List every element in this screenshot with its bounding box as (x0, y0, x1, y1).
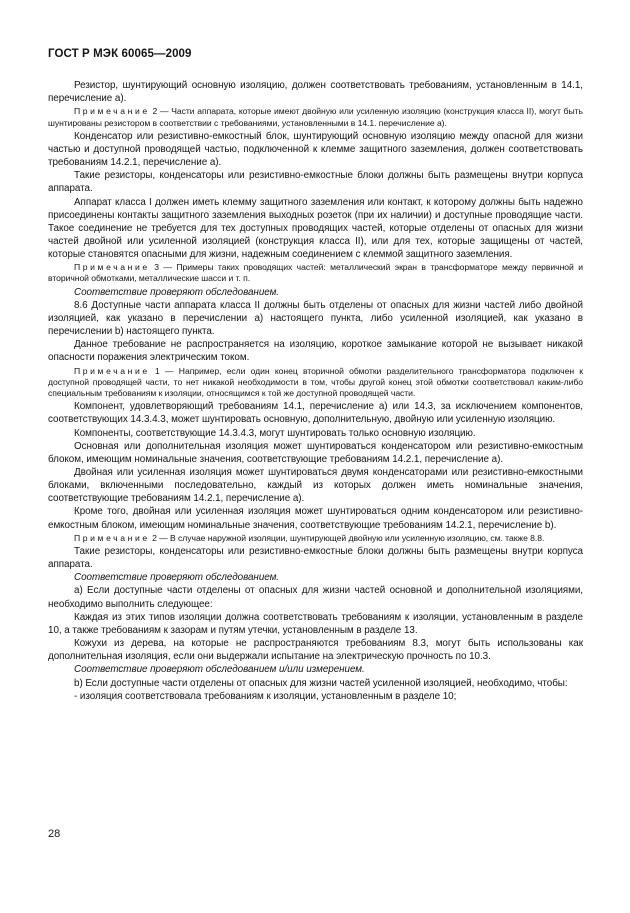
paragraph: Компонент, удовлетворяющий требованиям 14.1, перечисление а) или 14.3, за исключением компонентов, соответствующих 14.3.4.3, может шунтировать основную, дополнительную, двойную или усиленную изоляцию. (48, 401, 583, 426)
paragraph: Такие резисторы, конденсаторы или резистивно-емкостные блоки должны быть размещены внутри корпуса аппарата. (48, 546, 583, 571)
paragraph: Конденсатор или резистивно-емкостный блок, шунтирующий основную изоляцию между опасной для жизни частью и доступной проводящей частью, подключенной к клемме защитного заземления, должен соответствовать требованиям 14.2.1, перечисление а). (48, 130, 583, 169)
paragraph: Аппарат класса I должен иметь клемму защитного заземления или контакт, к которому должны быть надежно присоединены контакты защитного заземления выходных розеток (при их наличии) и доступные проводящие части. Такое соединение не требуется для тех доступных проводящих частей, которые отделены от опасных для жизни частей двойной или усиленной изоляцией (конструкция класса II), или для тех, которые защищены от частей, которые становятся опасными для жизни, надежным соединением с клеммой защитного заземления. (48, 196, 583, 261)
page-number: 28 (48, 828, 61, 840)
note (48, 105, 583, 129)
document-body (48, 79, 583, 703)
note-text: 2 — Части аппарата, которые имеют двойную или усиленную изоляцию (конструкция класса II), могут быть шунтированы резистором в соответствии с требованиями, установленными в 14.1. перечисление а). (48, 106, 583, 128)
list-item: - изоляция соответствовала требованиям к изоляции, установленным в разделе 10; (74, 690, 457, 702)
paragraph: 8.6 Доступные части аппарата класса II должны быть отделены от опасных для жизни частей либо двойной изоляцией, как указано в перечислении а) настоящего пункта, либо усиленной изоляцией, как указано в перечислении b) настоящего пункта. (48, 299, 583, 338)
note (48, 365, 583, 401)
paragraph: Двойная или усиленная изоляция может шунтироваться двумя конденсаторами или резистивно-емкостными блоками, включенными последовательно, каждый из которых должен иметь номинальные значения, соответствующие требованиям 14.2.1, перечисление а). (48, 467, 583, 505)
note-label: Примечание (74, 365, 150, 376)
compliance-statement: Соответствие проверяют обследованием. (74, 286, 280, 298)
note-text: 2 — В случае наружной изоляции, шунтирующей двойную или усиленную изоляцию, см. также 8.8. (149, 532, 545, 543)
note-text: 3 — Примеры таких проводящих частей: металлический экран в трансформаторе между первичной и вторичной обмотками, металлические шасси и т. п. (48, 262, 583, 284)
paragraph: b) Если доступные части отделены от опасных для жизни частей усиленной изоляцией, необходимо, чтобы: (74, 677, 568, 689)
compliance-statement: Соответствие проверяют обследованием и/или измерением. (74, 664, 365, 676)
paragraph: Компоненты, соответствующие 14.3.4.3, могут шунтировать только основную изоляцию. (74, 427, 476, 439)
document-header: ГОСТ Р МЭК 60065—2009 (48, 48, 192, 60)
paragraph: Кожухи из дерева, на которые не распространяются требованиям 8.3, могут быть использованы как дополнительная изоляция, если они выдержали испытание на электрическую прочность по 10.3. (48, 638, 583, 663)
note-label: Примечание (74, 106, 150, 117)
paragraph: Данное требование не распространяется на изоляцию, короткое замыкание которой не вызывает никакой опасности поражения электрическим током. (48, 339, 583, 364)
paragraph: Кроме того, двойная или усиленная изоляция может шунтироваться одним конденсатором или резистивно-емкостным блоком, имеющим номинальные значения, соответствующие требованиям 14.2.1, перечисление b). (48, 506, 583, 531)
paragraph: а) Если доступные части отделены от опасных для жизни частей основной и дополнительной изоляциями, необходимо выполнить следующее: (48, 585, 583, 610)
note (48, 261, 583, 285)
paragraph: Каждая из этих типов изоляции должна соответствовать требованиям к изоляции, установленным в разделе 10, а также требованиям к зазорам и путям утечки, установленным в разделе 13. (48, 611, 583, 636)
note-label: Примечание (74, 262, 150, 273)
paragraph: Резистор, шунтирующий основную изоляцию, должен соответствовать требованиям, установленным в 14.1, перечисление а). (48, 80, 583, 105)
paragraph: Основная или дополнительная изоляция может шунтироваться конденсатором или резистивно-емкостным блоком, имеющим номинальные значения, соответствующие требованиям 14.2.1, перечисление а). (48, 440, 583, 465)
note (48, 532, 583, 545)
note-text: 1 — Например, если один конец вторичной обмотки разделительного трансформатора подключен к доступной проводящей части, то нет никакой необходимости в том, чтобы другой конец этой обмотки соответствовал каким-либо специальным требованиям к изоляции, относящимся к той же доступной проводящей части. (48, 365, 583, 399)
compliance-statement: Соответствие проверяют обследованием. (74, 572, 280, 584)
paragraph: Такие резисторы, конденсаторы или резистивно-емкостные блоки должны быть размещены внутри корпуса аппарата. (48, 170, 583, 195)
note-label: Примечание (74, 532, 150, 543)
